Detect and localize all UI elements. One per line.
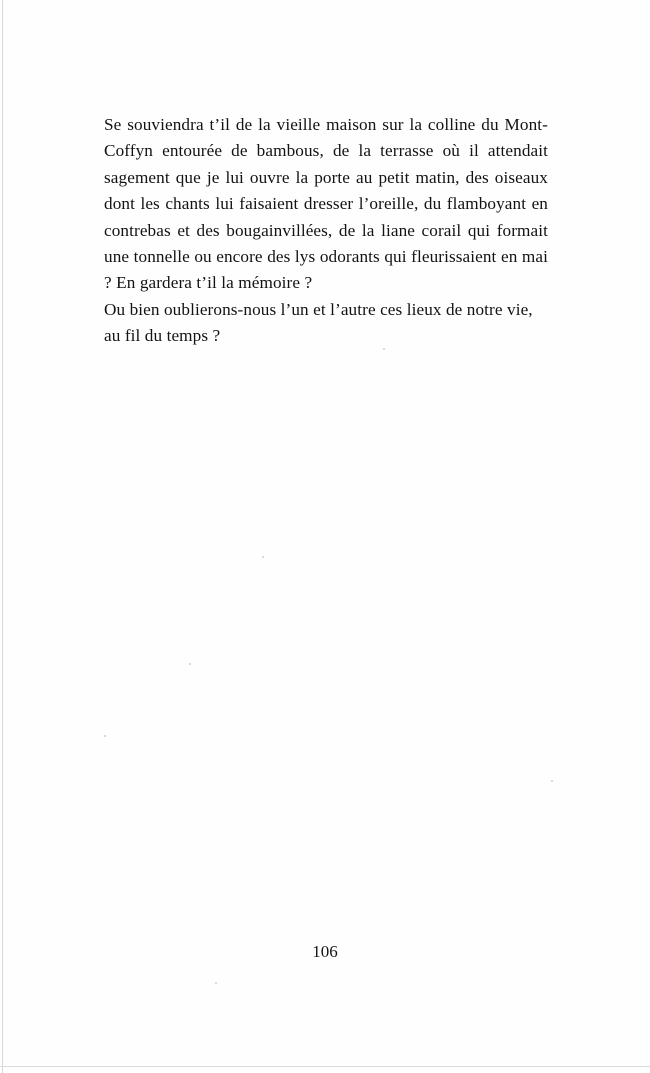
scan-speck [262, 556, 264, 558]
page-edge-line-left [2, 0, 3, 1073]
scan-speck [551, 780, 553, 782]
scan-speck [189, 663, 191, 665]
paragraph-2: Ou bien oublierons-nous l’un et l’autre ces lieux de notre vie, au fil du temps ? [104, 299, 533, 346]
page-number: 106 [312, 942, 338, 961]
scan-speck [104, 735, 106, 737]
paragraph-1: Se souviendra t’il de la vieille maison sur la colline du Mont-Coffyn entourée de bambous, de la terrasse où il attendait sagement que je lui ouvre la porte au petit matin, des oiseaux dont les chants lui faisaient dresser l’oreille, du flamboyant en contrebas et des bougainvillées, de la liane corail qui formait une tonnelle ou encore des lys odorants qui fleurissaient en mai ? En gardera t’il la mémoire ? [104, 115, 548, 293]
scan-speck [215, 982, 217, 984]
page-edge-line-bottom [0, 1066, 650, 1067]
body-text [104, 112, 548, 350]
